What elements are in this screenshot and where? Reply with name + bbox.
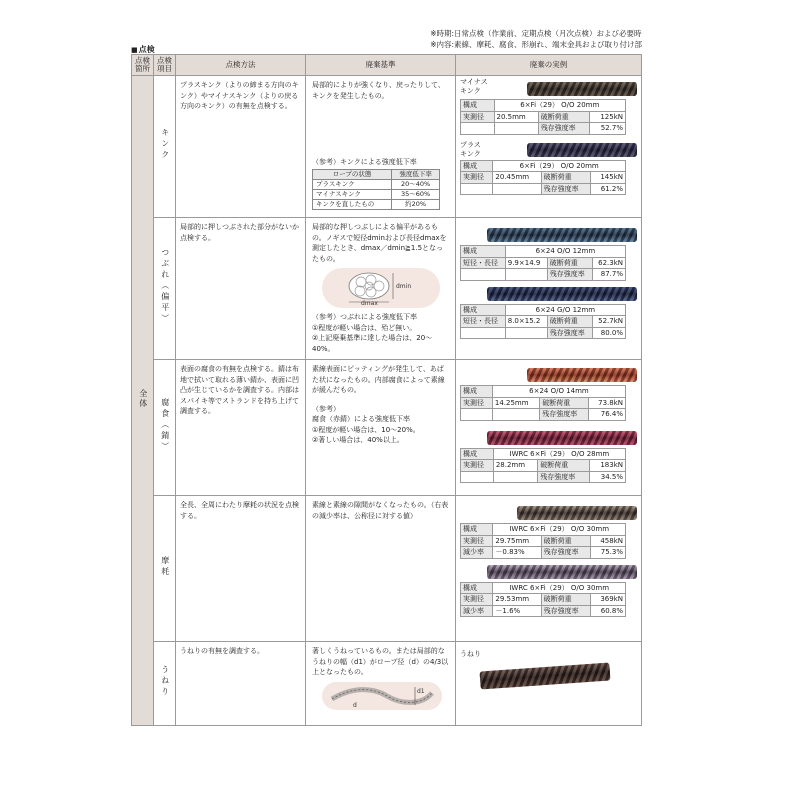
spec-cell: 52.7% xyxy=(590,123,626,135)
dmin-label: dmin xyxy=(396,283,412,290)
spec-cell: 減少率 xyxy=(461,605,493,617)
spec-cell: 183kN xyxy=(590,460,626,472)
spec-cell: 73.8kN xyxy=(589,397,626,409)
crush-diagram xyxy=(322,268,440,308)
method-kink: プラスキンク（よりの締まる方向のキンク）やマイナスキンク（よりの戻る方向のキンク）の有無を点検する。 xyxy=(176,76,306,218)
spec-cell: 破断荷重 xyxy=(541,172,591,184)
spec-cell: －1.6% xyxy=(493,605,541,617)
spec-cell: 8.0×15.2 xyxy=(505,316,547,328)
spec-table xyxy=(460,385,626,421)
ref-header: 強度低下率 xyxy=(392,169,440,179)
spec-cell: 実測径 xyxy=(461,460,494,472)
header-method: 点検方法 xyxy=(176,55,306,76)
examples-kink xyxy=(456,76,642,218)
rope-photo xyxy=(480,662,611,689)
spec-cell: 実測径 xyxy=(461,535,493,547)
ex-label: キンク xyxy=(460,87,481,95)
item-wear-label: 摩耗 xyxy=(160,555,170,578)
spec-cell: 52.7kN xyxy=(592,316,625,328)
spec-cell: 残存強度率 xyxy=(547,269,592,281)
d1-label: d1 xyxy=(417,687,425,695)
spec-cell: 75.3% xyxy=(591,547,626,559)
spec-cell: IWRC 6×Fi（29） O/O 30mm xyxy=(493,582,626,594)
ex-label: プラス xyxy=(460,140,481,149)
dmax-label: dmax xyxy=(361,300,378,306)
method-crush: 局部的に押しつぶされた部分がないか点検する。 xyxy=(176,218,306,360)
spec-table xyxy=(460,99,626,135)
wave-example-label: うねり xyxy=(460,650,481,658)
spec-cell: 残存強度率 xyxy=(538,471,590,483)
note-content: ※内容:素線、摩耗、腐食、形崩れ、端末金具および取り付け部 xyxy=(430,40,642,49)
ref-title-kink: （参考）キンクによる強度低下率 xyxy=(312,158,417,166)
spec-cell: 61.2% xyxy=(591,183,626,195)
spec-cell: 145kN xyxy=(591,172,626,184)
ref-title-corrosion: （参考） xyxy=(312,404,340,413)
spec-table xyxy=(460,304,626,340)
spec-cell: 破断荷重 xyxy=(547,316,592,328)
criteria-wave xyxy=(306,642,456,726)
spec-cell: 34.5% xyxy=(590,471,626,483)
row-wear xyxy=(132,496,642,642)
method-wear: 全長、全周にわたり摩耗の状況を点検する。 xyxy=(176,496,306,642)
criteria-kink xyxy=(306,76,456,218)
spec-cell: 20.5mm xyxy=(494,111,538,123)
criteria-crush-text: 局部的な押しつぶしによる偏平があるもの。ノギスで短径dminおよび長径dmaxを測定したとき、dmax／dmin≧1.5となったもの。 xyxy=(312,223,447,263)
rope-photo xyxy=(487,228,637,242)
item-wave xyxy=(154,642,176,726)
spec-cell: 破断荷重 xyxy=(541,535,591,547)
row-corrosion xyxy=(132,360,642,496)
spec-cell: 減少率 xyxy=(461,547,493,559)
examples-wave xyxy=(456,642,642,726)
spec-cell: 6×Fi（29） O/O 20mm xyxy=(493,160,626,172)
spec-table xyxy=(460,245,626,281)
spec-cell: 構成 xyxy=(461,246,506,258)
spec-cell: 29.75mm xyxy=(493,535,541,547)
spec-cell: 87.7% xyxy=(592,269,625,281)
item-crush xyxy=(154,218,176,360)
spec-cell: 14.25mm xyxy=(492,397,539,409)
spec-cell: 破断荷重 xyxy=(541,594,591,606)
rope-photo xyxy=(487,565,637,579)
header-criteria: 廃棄基準 xyxy=(306,55,456,76)
spec-cell: 実測径 xyxy=(461,397,493,409)
ref-cell: マイナスキンク xyxy=(313,189,392,199)
spec-cell: 構成 xyxy=(461,524,493,536)
spec-table xyxy=(460,448,626,484)
rope-photo xyxy=(517,506,637,520)
criteria-corrosion xyxy=(306,360,456,496)
inspection-table xyxy=(131,54,642,726)
spec-cell: －0.83% xyxy=(493,547,541,559)
spec-cell: 6×Fi（29） O/O 20mm xyxy=(494,100,625,112)
spec-cell: 破断荷重 xyxy=(538,460,590,472)
wave-diagram xyxy=(322,682,442,710)
examples-crush xyxy=(456,218,642,360)
rope-photo xyxy=(527,368,637,382)
spec-cell: 28.2mm xyxy=(493,460,537,472)
spec-cell: 残存強度率 xyxy=(538,123,590,135)
spec-cell: 構成 xyxy=(461,386,493,398)
spec-cell: 60.8% xyxy=(591,605,626,617)
spec-cell: 構成 xyxy=(461,582,493,594)
spec-cell: 短径・長径 xyxy=(461,316,506,328)
rope-photo xyxy=(487,287,637,301)
ex-label: マイナス xyxy=(460,78,488,86)
examples-corrosion xyxy=(456,360,642,496)
spec-cell: 残存強度率 xyxy=(541,605,591,617)
ref-cell: 約20% xyxy=(392,199,440,209)
spec-cell: 9.9×14.9 xyxy=(505,257,547,269)
criteria-crush xyxy=(306,218,456,360)
ref-item: ②著しい場合は、40%以上。 xyxy=(312,436,404,444)
ref-item: ①程度が軽い場合は、10～20%。 xyxy=(312,425,420,434)
method-wave: うねりの有無を調査する。 xyxy=(176,642,306,726)
criteria-kink-text: 局部的によりが強くなり、戻ったりして、キンクを発生したもの。 xyxy=(312,81,445,100)
spec-cell: 実測径 xyxy=(461,172,493,184)
ref-item: ①程度が軽い場合は、殆ど無い。 xyxy=(312,323,417,332)
area-label: 全体 xyxy=(138,388,148,409)
item-wave-label: うねり xyxy=(160,665,170,699)
spec-cell: 構成 xyxy=(461,448,494,460)
item-corrosion-label: 腐食（錆） xyxy=(160,398,170,454)
spec-cell: 369kN xyxy=(591,594,626,606)
spec-cell: 破断荷重 xyxy=(540,397,589,409)
spec-cell: 構成 xyxy=(461,100,495,112)
spec-cell: IWRC 6×Fi（29） O/O 28mm xyxy=(493,448,625,460)
spec-cell: 6×24 G/O 12mm xyxy=(505,304,625,316)
spec-cell: 29.53mm xyxy=(493,594,541,606)
header-item: 点検項目 xyxy=(154,55,176,76)
spec-cell: 残存強度率 xyxy=(547,327,592,339)
ex-label: キンク xyxy=(460,149,481,158)
rope-photo xyxy=(487,431,637,445)
row-kink xyxy=(132,76,642,218)
spec-cell: 6×24 O/O 12mm xyxy=(505,246,625,258)
spec-cell: 残存強度率 xyxy=(540,409,589,421)
ref-header: ロープの状態 xyxy=(313,169,392,179)
ref-title-crush: （参考）つぶれによる強度低下率 xyxy=(312,313,417,321)
criteria-wear xyxy=(306,496,456,642)
spec-cell: 458kN xyxy=(591,535,626,547)
spec-cell: 残存強度率 xyxy=(541,547,591,559)
item-wear xyxy=(154,496,176,642)
header-examples: 廃棄の実例 xyxy=(456,55,642,76)
row-crush xyxy=(132,218,642,360)
spec-cell: 破断荷重 xyxy=(538,111,590,123)
spec-cell: 6×24 O/O 14mm xyxy=(492,386,625,398)
spec-cell: IWRC 6×Fi（29） O/O 30mm xyxy=(493,524,626,536)
spec-cell: 20.45mm xyxy=(493,172,541,184)
spec-cell: 62.3kN xyxy=(592,257,625,269)
examples-wear xyxy=(456,496,642,642)
ref-cell: 20～40% xyxy=(392,179,440,189)
ref-sub-corrosion: 腐食（赤錆）による強度低下率 xyxy=(312,415,410,423)
spec-cell: 実測径 xyxy=(461,594,493,606)
criteria-wave-text: 著しくうねっているもの。または局部的なうねりの幅（d1）がロープ径（d）の4/3以上となったもの。 xyxy=(312,647,449,676)
spec-cell: 実測径 xyxy=(461,111,495,123)
notes xyxy=(430,28,642,50)
criteria-corrosion-text: 素線表面にピッティングが発生して、あばた状になったもの。内部腐食によって素線が緩んだもの。 xyxy=(312,365,445,394)
rope-photo xyxy=(527,82,637,96)
spec-table xyxy=(460,160,626,196)
item-corrosion xyxy=(154,360,176,496)
ref-table-kink xyxy=(312,169,440,210)
ref-cell: プラスキンク xyxy=(313,179,392,189)
spec-cell: 125kN xyxy=(590,111,626,123)
spec-cell: 残存強度率 xyxy=(541,183,591,195)
spec-cell: 構成 xyxy=(461,160,493,172)
ref-item: ②上記廃棄基準に達した場合は、20～40%。 xyxy=(312,334,433,353)
ref-cell: 35～60% xyxy=(392,189,440,199)
area-cell xyxy=(132,76,154,726)
spec-cell: 破断荷重 xyxy=(547,257,592,269)
criteria-wear-text: 素線と素線の隙間がなくなったもの。（右表の減少率は、公称径に対する値） xyxy=(312,501,449,520)
d-label: d xyxy=(353,701,357,709)
spec-cell: 短径・長径 xyxy=(461,257,506,269)
spec-table xyxy=(460,582,626,618)
spec-cell: 80.0% xyxy=(592,327,625,339)
note-timing: ※時期:日常点検（作業前、定期点検（月次点検）および必要時 xyxy=(430,29,642,38)
spec-table xyxy=(460,523,626,559)
ref-cell: キンクを直したもの xyxy=(313,199,392,209)
rope-photo xyxy=(527,143,637,157)
item-kink-label: キンク xyxy=(160,128,170,162)
header-area: 点検箇所 xyxy=(132,55,154,76)
header-row xyxy=(132,55,642,76)
spec-cell: 76.4% xyxy=(589,409,626,421)
row-wave xyxy=(132,642,642,726)
item-crush-label: つぶれ（偏平） xyxy=(160,248,170,326)
spec-cell: 構成 xyxy=(461,304,506,316)
method-corrosion: 表面の腐食の有無を点検する。錆は布地で拭いて取れる薄い錆か、表面に凹凸が生じているかを調査する。内部はスパイキ等でストランドを持ち上げて調査する。 xyxy=(176,360,306,496)
item-kink xyxy=(154,76,176,218)
section-label: ■ 点検 xyxy=(131,44,155,55)
